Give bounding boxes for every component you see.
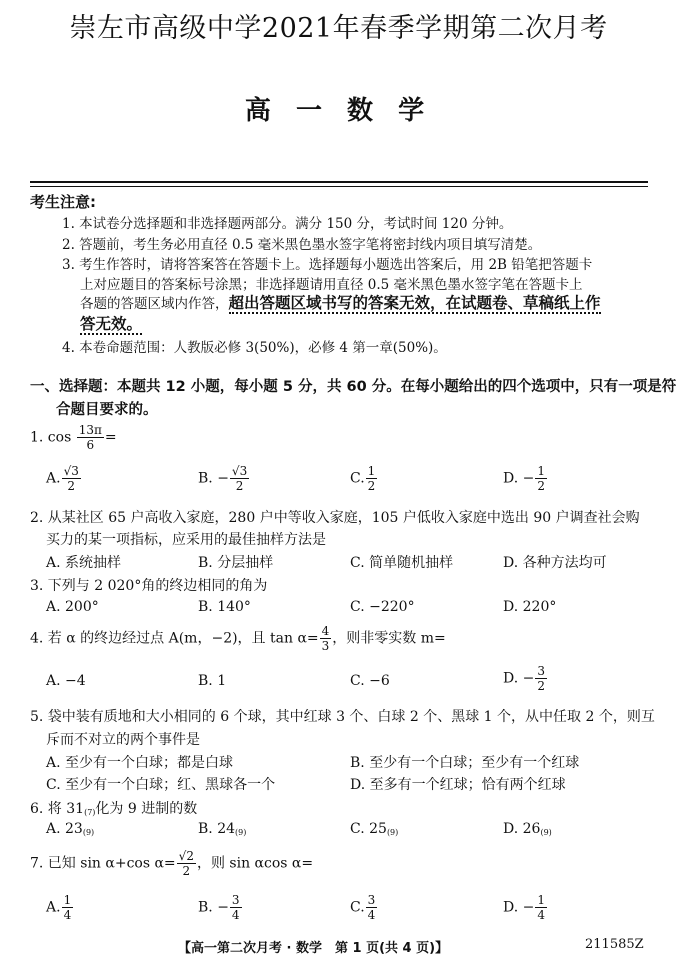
q1-b-den: 2 [235,479,244,493]
q5-option-d: D. 至多有一个红球；恰有两个红球 [350,777,566,793]
notice-item-3: 3. 考生作答时，请将答案答在答题卡上。选择题每小题选出答案后，用 2B 铅笔把答题卡 [62,257,593,273]
q7-frac-den: 2 [182,864,191,878]
q7-c-num: 3 [367,893,376,907]
question-1-stem [30,423,117,452]
q2-option-a: A. 系统抽样 [46,555,122,571]
q7-d-label: D. − [503,899,535,916]
divider-thick [30,181,648,183]
question-2-stem: 2. 从某社区 65 户高收入家庭，280 户中等收入家庭，105 户低收入家庭中选出 90 户调查社会购 [30,510,640,526]
q7-c-den: 4 [367,908,376,922]
notice-item-4: 4. 本卷命题范围：人教版必修 3(50%)，必修 4 第一章(50%)。 [62,340,447,356]
notice-emphasis-end-text: 答无效。 [80,315,143,333]
q6-b-sub: (9) [235,828,247,837]
q4-frac-den: 3 [321,639,330,653]
q6-option-d [503,821,552,837]
q6-text-post: 化为 9 进制的数 [95,801,198,817]
q5-option-b: B. 至少有一个白球；至少有一个红球 [350,755,580,771]
notice-item-3-tail: 各题的答题区域内作答， [80,296,229,312]
q6-option-c [350,821,398,837]
q1-a-num: √3 [63,464,79,478]
footer-text: 【高一第二次月考 · 数学 第 1 页(共 4 页)】 [178,941,449,956]
q6-text: 6. 将 31 [30,801,85,817]
q1-text: 1. cos [30,429,72,446]
q3-option-a: A. 200° [46,599,99,615]
question-6-stem [30,798,197,818]
q6-option-b [198,821,246,837]
q1-d-den: 2 [537,479,545,493]
q7-c-label: C. [350,899,365,916]
q7-option-c [350,893,378,922]
q3-option-d: D. 220° [503,599,557,615]
q3-option-b: B. 140° [198,599,251,615]
page-footer [178,937,448,956]
q7-fraction [177,849,196,878]
notice-heading: 考生注意: [30,193,96,211]
q7-a-label: A. [46,899,61,916]
divider-thin [30,186,648,187]
q6-d-sub: (9) [540,828,552,837]
q6-b-text: B. 24 [198,821,236,837]
q1-c-frac [366,464,378,493]
section-heading-cont: 合题目要求的。 [56,402,158,418]
q7-a-frac [62,893,74,922]
q4-option-d [503,664,548,693]
q4-option-b: B. 1 [198,673,227,689]
q4-d-num: 3 [537,664,545,678]
notice-item-3-cont: 上对应题目的答案标号涂黑；非选择题请用直径 0.5 毫米黑色墨水签字笔在答题卡上 [80,277,583,293]
q7-b-frac [230,893,242,922]
q1-c-label: C. [350,470,365,487]
question-7-stem [30,849,313,878]
q7-d-frac [535,893,547,922]
q7-option-b [198,893,243,922]
q4-fraction [320,624,332,653]
q4-option-a: A. −4 [46,673,86,689]
question-2-stem-cont: 买力的某一项指标，应采用的最佳抽样方法是 [46,532,326,548]
question-5-stem: 5. 袋中装有质地和大小相同的 6 个球，其中红球 3 个、白球 2 个、黑球 1 个，从中任取 2 个，则互 [30,709,655,725]
q4-text-post: ，则非零实数 m= [332,630,446,647]
question-5-stem-cont: 斥而不对立的两个事件是 [46,732,200,748]
notice-emphasis-end [80,312,142,334]
question-4-stem [30,624,446,653]
q1-frac-den: 6 [86,438,95,452]
q1-a-label: A. [46,470,61,487]
q7-b-den: 4 [231,908,240,922]
q6-base-sub: (7) [84,808,96,817]
q4-option-c: C. −6 [350,673,390,689]
q7-option-d [503,893,548,922]
q4-text: 4. 若 α 的终边经过点 A(m，−2)，且 tan α= [30,630,319,647]
q6-d-text: D. 26 [503,821,541,837]
q7-a-num: 1 [63,893,72,907]
section-heading: 一、选择题：本题共 12 小题，每小题 5 分，共 60 分。在每小题给出的四个选项中，只有一项是符 [30,379,677,395]
q1-d-label: D. − [503,470,535,487]
q1-c-num: 1 [367,464,376,478]
notice-emphasis: 超出答题区域书写的答案无效，在试题卷、草稿纸上作 [228,294,601,312]
q6-c-sub: (9) [386,828,399,837]
q1-option-a [46,464,82,493]
q1-b-label: B. − [198,470,229,487]
q7-b-num: 3 [231,893,240,907]
q5-option-c: C. 至少有一个白球；红、黑球各一个 [46,777,276,793]
q1-fraction [77,423,104,452]
q1-a-den: 2 [67,479,76,493]
q6-a-text: A. 23 [46,821,83,837]
q7-text-post: ，则 sin αcos α= [196,855,314,872]
q4-d-den: 2 [537,679,545,693]
q7-d-den: 4 [537,908,545,922]
q2-option-b: B. 分层抽样 [198,555,274,571]
q4-d-label: D. − [503,670,535,687]
notice-item-1: 1. 本试卷分选择题和非选择题两部分。满分 150 分，考试时间 120 分钟。 [62,216,513,232]
q1-option-d [503,464,548,493]
q7-c-frac [366,893,378,922]
q6-option-a [46,821,94,837]
notice-item-3-line3 [80,291,601,313]
q1-option-b [198,464,250,493]
notice-item-2: 2. 答题前，考生务必用直径 0.5 毫米黑色墨水签字笔将密封线内项目填写清楚。 [62,237,542,253]
q5-option-a: A. 至少有一个白球；都是白球 [46,755,234,771]
q1-d-frac [535,464,547,493]
q7-text: 7. 已知 sin α+cos α= [30,855,176,872]
subject-title: 高 一 数 学 [244,96,433,126]
q1-a-frac [62,464,81,493]
q3-option-c: C. −220° [350,599,415,615]
q1-frac-num: 13π [78,423,102,437]
q7-option-a [46,893,74,922]
q1-b-frac [230,464,249,493]
q7-d-num: 1 [537,893,545,907]
q1-b-num: √3 [231,464,248,478]
q1-option-c [350,464,378,493]
q2-option-c: C. 简单随机抽样 [350,555,454,571]
q6-c-text: C. 25 [350,821,387,837]
question-3-stem: 3. 下列与 2 020°角的终边相同的角为 [30,578,268,594]
q6-a-sub: (9) [82,828,95,837]
q4-d-frac [535,664,547,693]
q1-d-num: 1 [537,464,545,478]
q7-a-den: 4 [63,908,72,922]
q2-option-d: D. 各种方法均可 [503,555,607,571]
paper-code: 211585Z [585,937,644,952]
q1-c-den: 2 [367,479,376,493]
exam-title: 崇左市高级中学2021年春季学期第二次月考 [69,13,608,44]
q7-frac-num: √2 [178,849,194,863]
q4-frac-num: 4 [321,624,330,638]
q7-b-label: B. − [198,899,229,916]
q1-eq: = [104,429,117,446]
